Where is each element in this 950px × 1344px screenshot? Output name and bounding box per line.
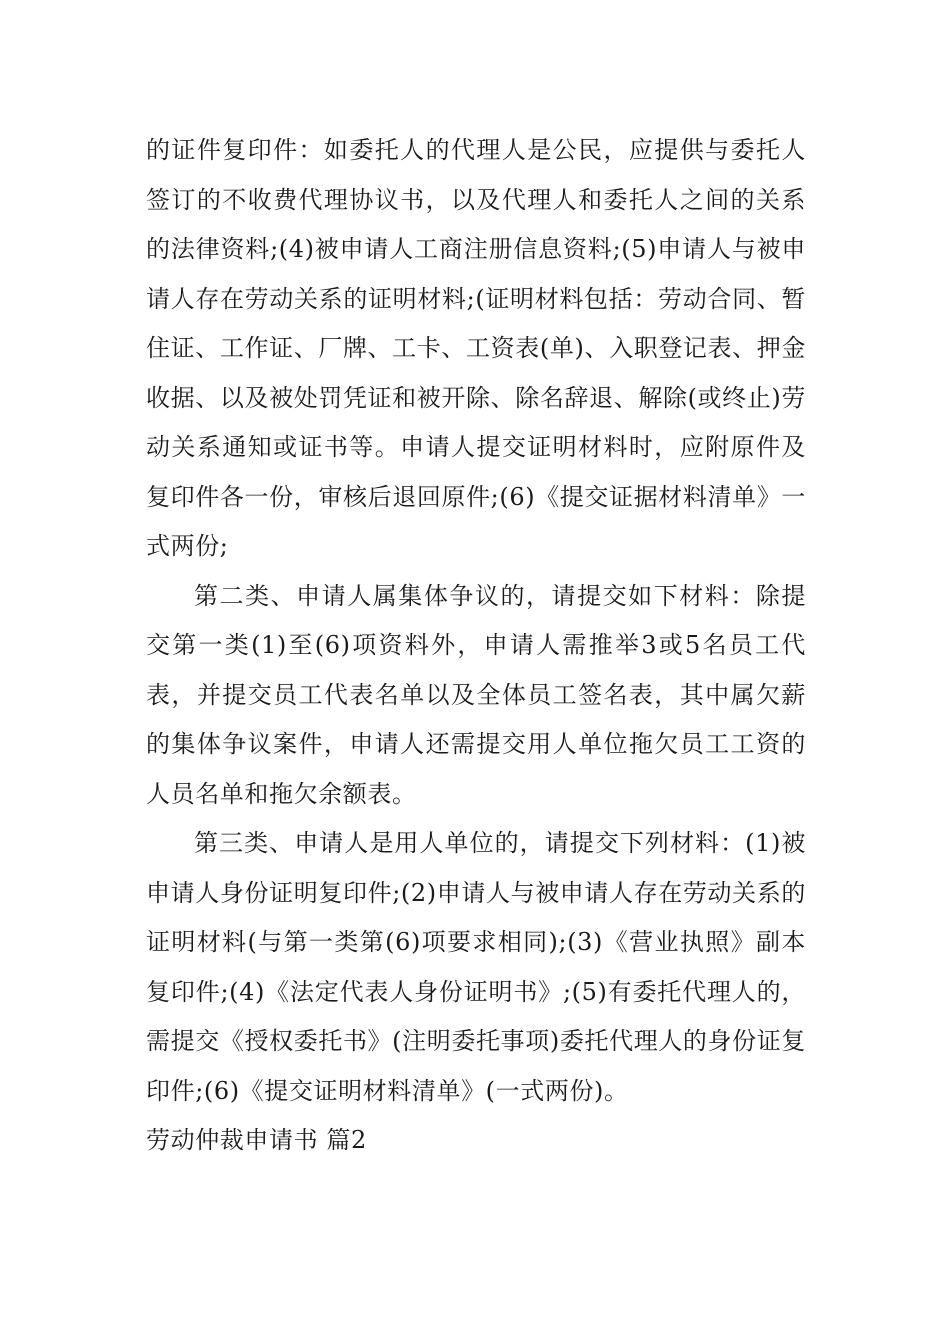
section-heading: 劳动仲裁申请书 篇2 (146, 1126, 367, 1154)
paragraph-third-category: 第三类、申请人是用人单位的，请提交下列材料：(1)被申请人身份证明复印件;(2)申请人与被申请人存在劳动关系的证明材料(与第一类第(6)项要求相同);(3)《营业执照》副本复印件;(4)《法定代表人身份证明书》;(5)有委托代理人的，需提交《授权委托书》(注明委托事项)委托代理人的身份证复印件;(6)《提交证明材料清单》(一式两份)。 (146, 829, 806, 1105)
paragraph-second-category: 第二类、申请人属集体争议的，请提交如下材料：除提交第一类(1)至(6)项资料外，申请人需推举3或5名员工代表，并提交员工代表名单以及全体员工签名表，其中属欠薪的集体争议案件，申请人还需提交用人单位拖欠员工工资的人员名单和拖欠余额表。 (146, 581, 806, 808)
paragraph-first-category-continued: 的证件复印件：如委托人的代理人是公民，应提供与委托人签订的不收费代理协议书，以及代理人和委托人之间的关系的法律资料;(4)被申请人工商注册信息资料;(5)申请人与被申请人存在劳动关系的证明材料;(证明材料包括：劳动合同、暂住证、工作证、厂牌、工卡、工资表(单)、入职登记表、押金收据、以及被处罚凭证和被开除、除名辞退、解除(或终止)劳动关系通知或证书等。申请人提交证明材料时，应附原件及复印件各一份，审核后退回原件;(6)《提交证据材料清单》一式两份; (146, 136, 806, 560)
document-page (146, 126, 806, 1166)
